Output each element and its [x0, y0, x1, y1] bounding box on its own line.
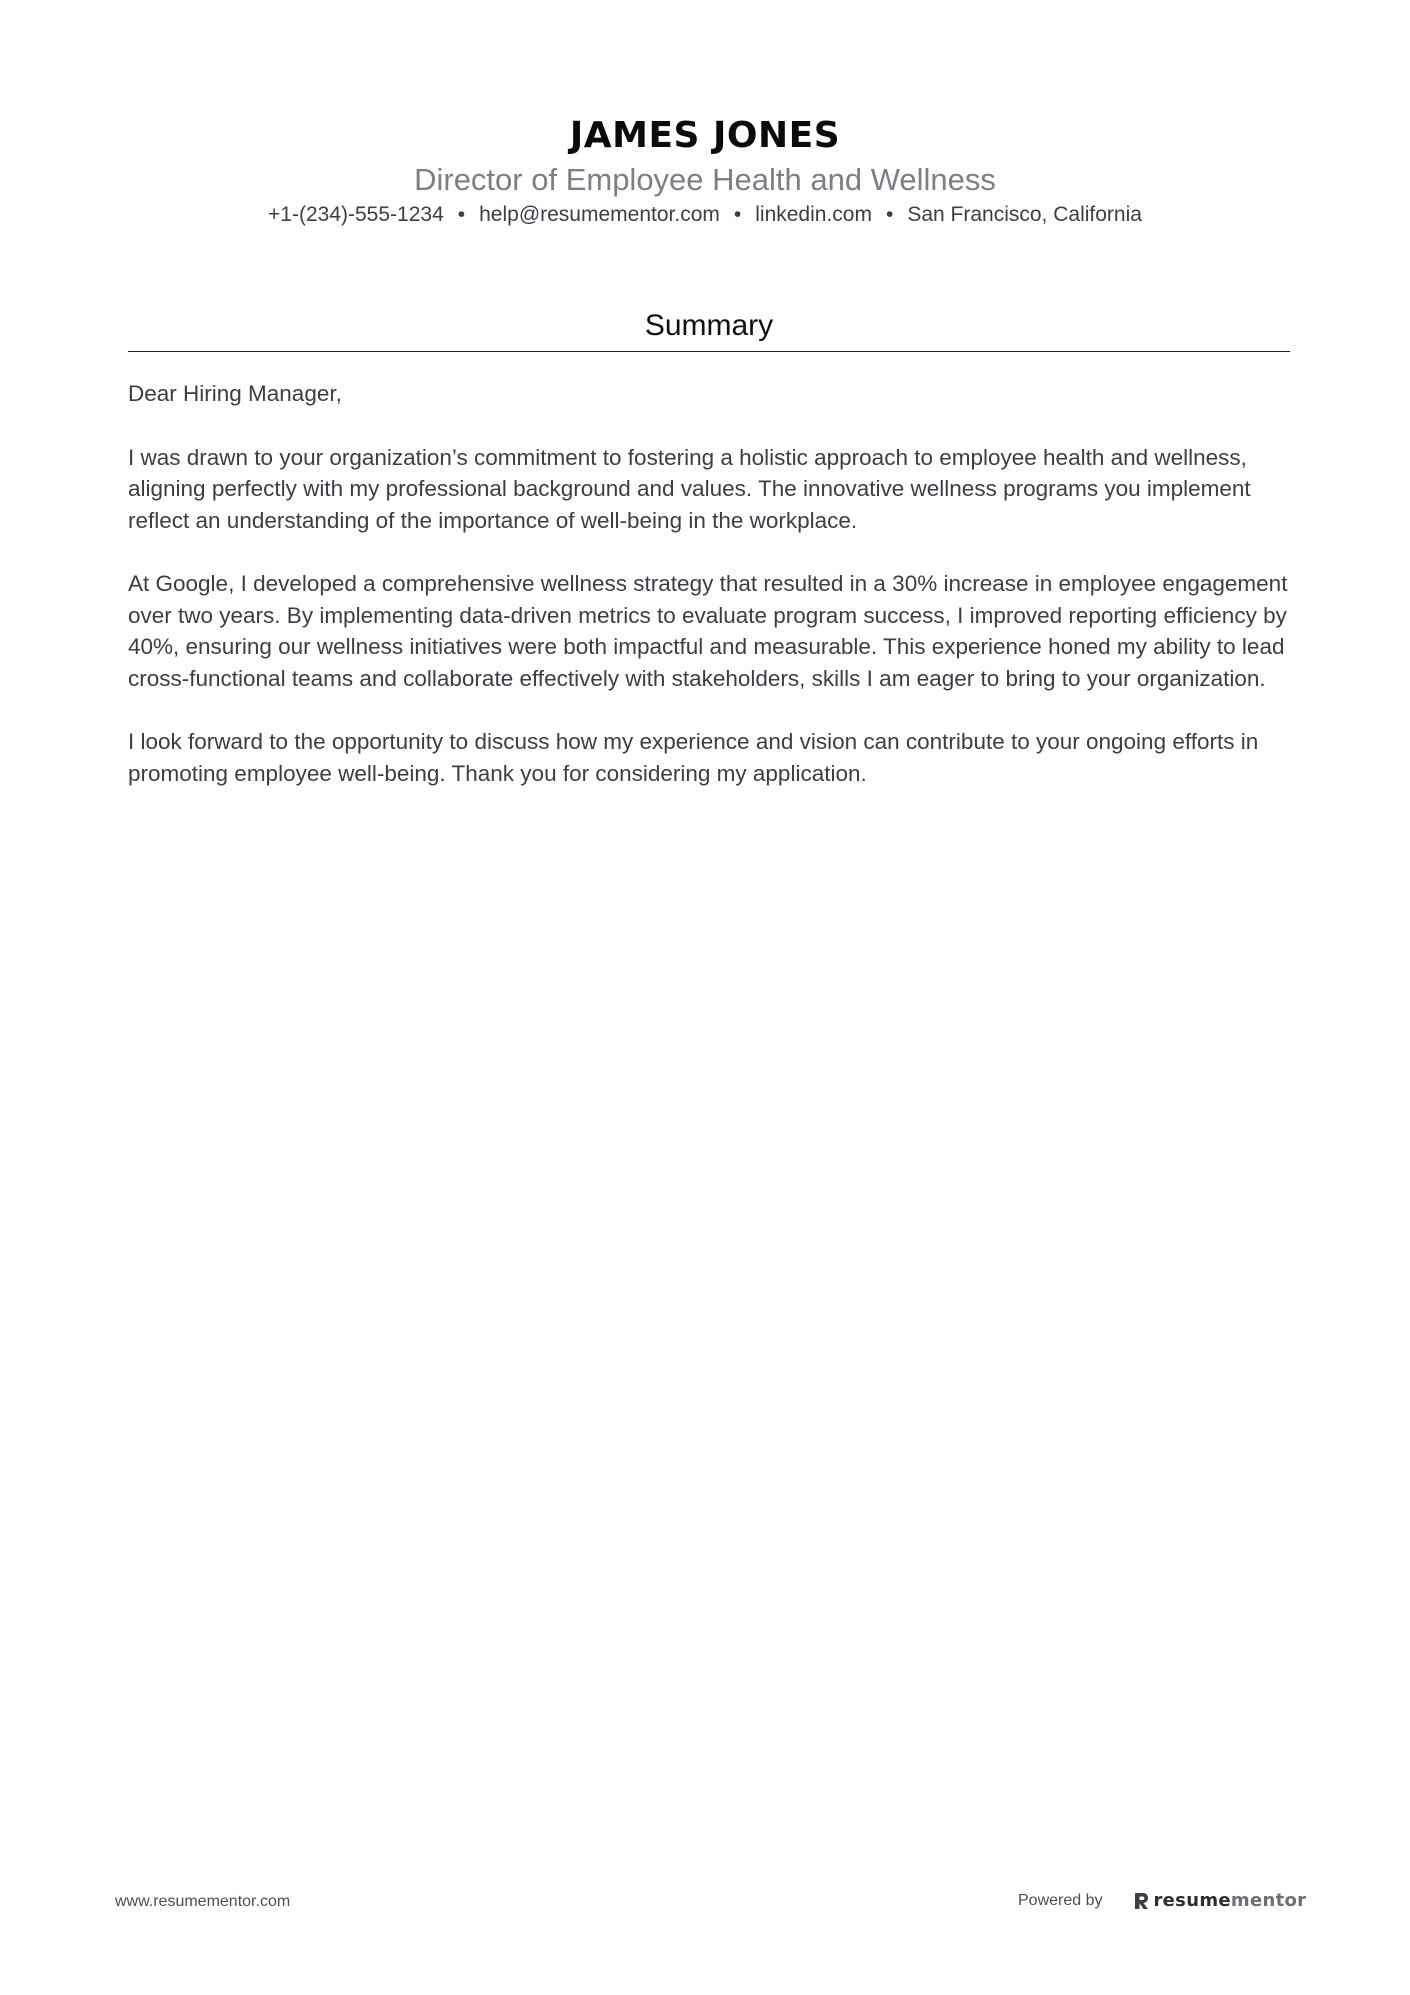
letter-paragraph: I look forward to the opportunity to discuss how my experience and vision can contribute to your ongoing efforts in promoting employee well-being. Thank you for considering my application. — [128, 729, 1259, 786]
logo-text-bold: resume — [1153, 1890, 1231, 1911]
resume-header — [0, 112, 1410, 230]
resumementor-logo[interactable] — [1133, 1890, 1307, 1911]
job-title: Director of Employee Health and Wellness — [414, 162, 996, 197]
contact-phone: +1-(234)-555-1234 — [268, 203, 444, 226]
contact-linkedin[interactable]: linkedin.com — [755, 203, 872, 226]
letter-body — [128, 378, 1290, 821]
letter-paragraph: At Google, I developed a comprehensive wellness strategy that resulted in a 30% increase in employee engagement over two years. By implementing data-driven metrics to evaluate program success, I improved reporting efficiency by 40%, ensuring our wellness initiatives were both impactful and measurable. This experience honed my ability to lead cross-functional teams and collaborate effectively with stakeholders, skills I am eager to bring to your organization. — [128, 571, 1288, 691]
candidate-name: JAMES JONES — [569, 115, 841, 156]
contact-separator: • — [733, 203, 742, 226]
contact-line — [0, 200, 1410, 230]
contact-separator: • — [457, 203, 466, 226]
footer-website-link[interactable]: www.resumementor.com — [115, 1893, 291, 1910]
powered-by-label: Powered by — [1018, 1891, 1103, 1909]
contact-location: San Francisco, California — [907, 203, 1142, 226]
footer-branding — [1018, 1890, 1306, 1911]
letter-paragraph: I was drawn to your organization’s commitment to fostering a holistic approach to employee health and wellness, aligning perfectly with my professional background and values. The innovative wellness programs you implement reflect an understanding of the importance of well-being in the workplace. — [128, 444, 1251, 533]
resumementor-logo-icon — [1133, 1891, 1149, 1911]
section-heading-summary: Summary — [644, 309, 774, 342]
contact-separator: • — [885, 203, 894, 226]
logo-text-light: mentor — [1230, 1890, 1307, 1911]
contact-email[interactable]: help@resumementor.com — [479, 203, 720, 226]
letter-salutation: Dear Hiring Manager, — [128, 381, 342, 406]
section-divider — [128, 351, 1290, 352]
